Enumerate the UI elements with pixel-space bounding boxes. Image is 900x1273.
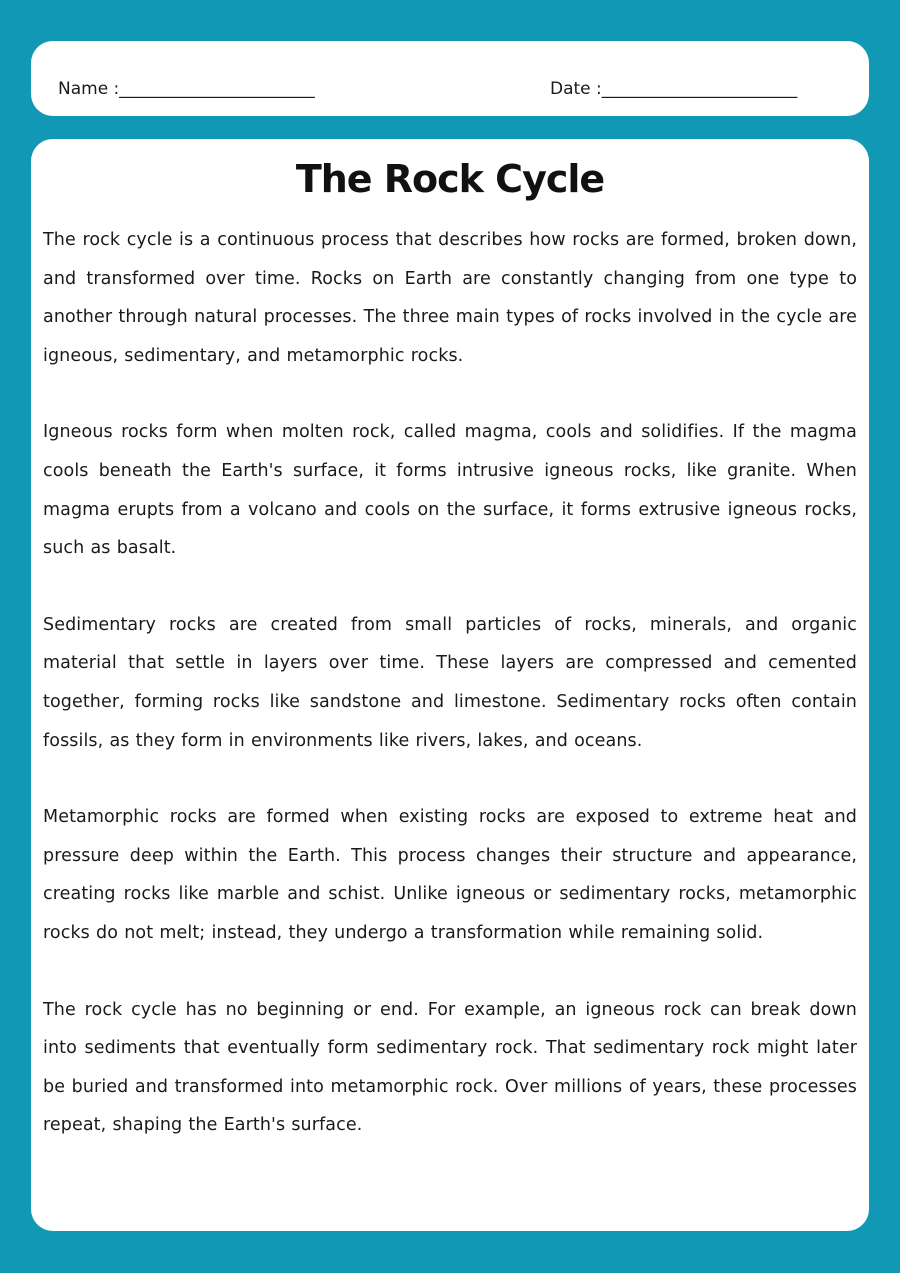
name-field[interactable]: Name :_______________________ <box>58 79 315 99</box>
paragraph-igneous: Igneous rocks form when molten rock, called magma, cools and solidifies. If the magma cools beneath the Earth's surface, it forms intrusive igneous rocks, like granite. When magma erupts from a volcano and cools on the surface, it forms extrusive igneous rocks, such as basalt. <box>43 422 857 559</box>
worksheet-card <box>31 139 869 1231</box>
paragraph-cycle: The rock cycle has no beginning or end. For example, an igneous rock can break down into sediments that eventually form sedimentary rock. That sedimentary rock might later be buried and transformed into metamorphic rock. Over millions of years, these processes repeat, shaping the Earth's surface. <box>43 999 857 1136</box>
paragraph-metamorphic: Metamorphic rocks are formed when existing rocks are exposed to extreme heat and pressure deep within the Earth. This process changes their structure and appearance, creating rocks like marble and schist. Unlike igneous or sedimentary rocks, metamorphic rocks do not melt; instead, they undergo a transformation while remaining solid. <box>43 807 857 943</box>
paragraph-sedimentary: Sedimentary rocks are created from small particles of rocks, minerals, and organic material that settle in layers over time. These layers are compressed and cemented together, forming rocks like sandstone and limestone. Sedimentary rocks often contain fossils, as they form in environments like rivers, lakes, and oceans. <box>43 614 857 751</box>
worksheet-body <box>43 221 857 1145</box>
worksheet-title: The Rock Cycle <box>295 157 605 201</box>
date-field[interactable]: Date :_______________________ <box>550 79 798 99</box>
paragraph-intro: The rock cycle is a continuous process that describes how rocks are formed, broken down, and transformed over time. Rocks on Earth are constantly changing from one type to another through natural processes. The three main types of rocks involved in the cycle are igneous, sedimentary, and metamorphic rocks. <box>43 230 857 366</box>
header-card <box>31 41 869 116</box>
